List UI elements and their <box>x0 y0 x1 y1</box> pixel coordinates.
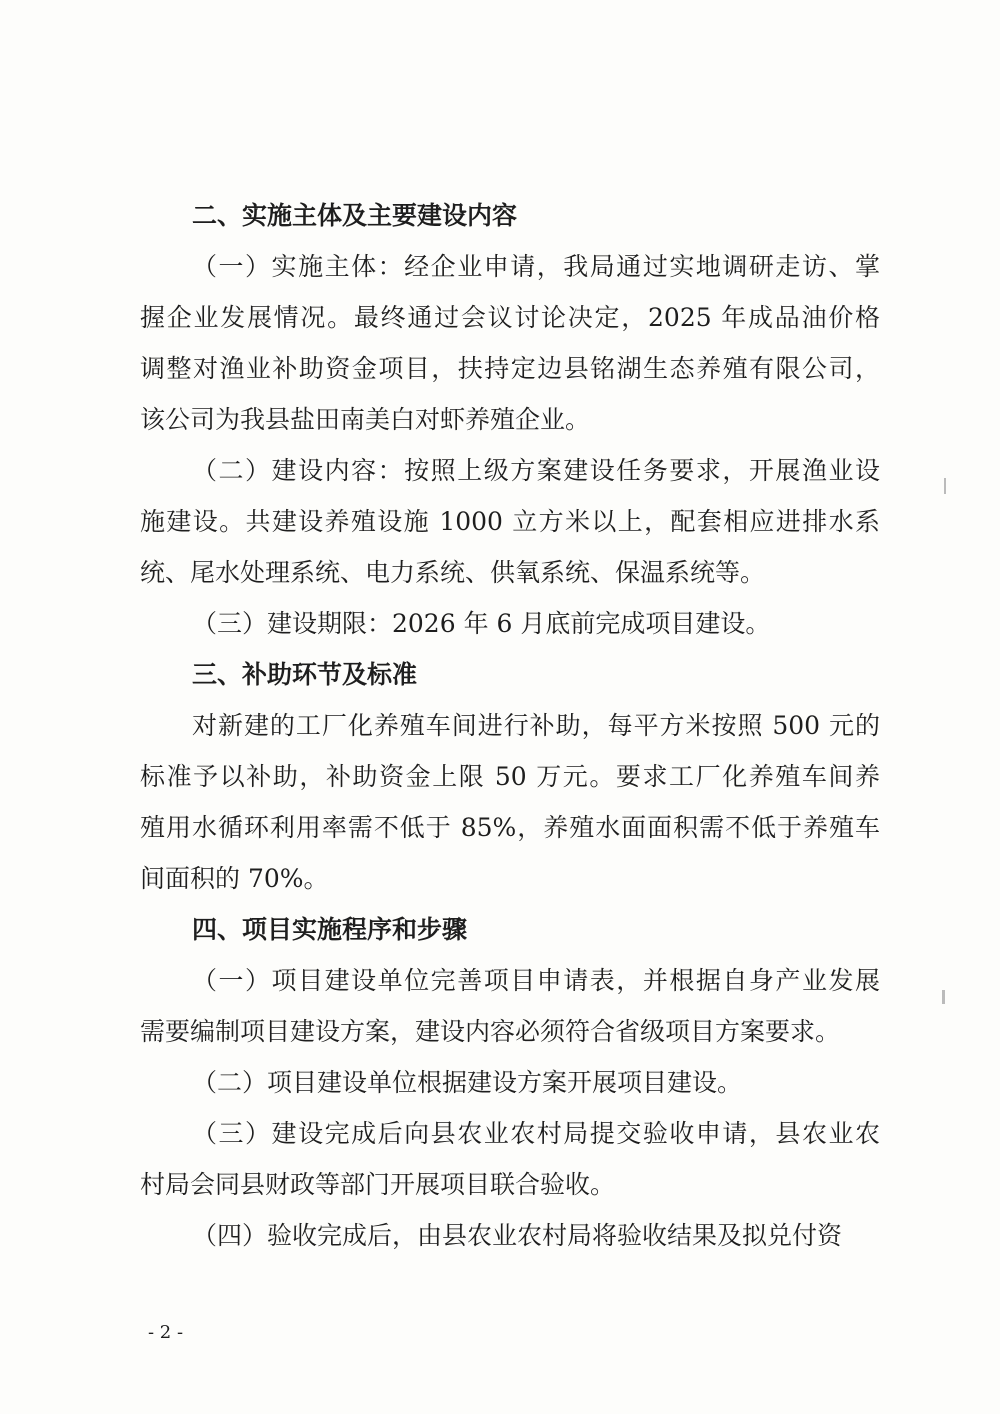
paragraph-line: （一）项目建设单位完善项目申请表，并根据自身产业发展 <box>192 966 880 995</box>
paragraph-line: （三）建设完成后向县农业农村局提交验收申请，县农业农 <box>192 1119 880 1148</box>
scan-mark <box>942 990 945 1004</box>
paragraph-line: （三）建设期限：2026 年 6 月底前完成项目建设。 <box>192 609 771 638</box>
paragraph-line: 村局会同县财政等部门开展项目联合验收。 <box>140 1170 616 1199</box>
scan-mark <box>944 478 946 494</box>
paragraph-line: （二）项目建设单位根据建设方案开展项目建设。 <box>192 1068 743 1097</box>
paragraph-line: 需要编制项目建设方案，建设内容必须符合省级项目方案要求。 <box>140 1017 841 1046</box>
paragraph-line: 该公司为我县盐田南美白对虾养殖企业。 <box>140 405 591 434</box>
paragraph-line: 施建设。共建设养殖设施 1000 立方米以上，配套相应进排水系 <box>140 507 880 536</box>
paragraph-line: 统、尾水处理系统、电力系统、供氧系统、保温系统等。 <box>140 558 766 587</box>
paragraph-line: 殖用水循环利用率需不低于 85%，养殖水面面积需不低于养殖车 <box>140 813 880 842</box>
paragraph-line: 调整对渔业补助资金项目，扶持定边县铭湖生态养殖有限公司， <box>140 354 880 383</box>
paragraph-line: 对新建的工厂化养殖车间进行补助，每平方米按照 500 元的 <box>192 711 880 740</box>
paragraph-line: 间面积的 70%。 <box>140 864 329 893</box>
paragraph-line: （四）验收完成后，由县农业农村局将验收结果及拟兑付资 <box>192 1221 843 1250</box>
section-heading: 四、项目实施程序和步骤 <box>192 915 468 944</box>
paragraph-line: （一）实施主体：经企业申请，我局通过实地调研走访、掌 <box>192 252 880 281</box>
paragraph-line: （二）建设内容：按照上级方案建设任务要求，开展渔业设 <box>192 456 880 485</box>
paragraph-line: 握企业发展情况。最终通过会议讨论决定，2025 年成品油价格 <box>140 303 880 332</box>
page-number: - 2 - <box>148 1322 184 1343</box>
section-heading: 三、补助环节及标准 <box>192 660 418 689</box>
paragraph-line: 标准予以补助，补助资金上限 50 万元。要求工厂化养殖车间养 <box>140 762 880 791</box>
section-heading: 二、实施主体及主要建设内容 <box>192 201 518 230</box>
